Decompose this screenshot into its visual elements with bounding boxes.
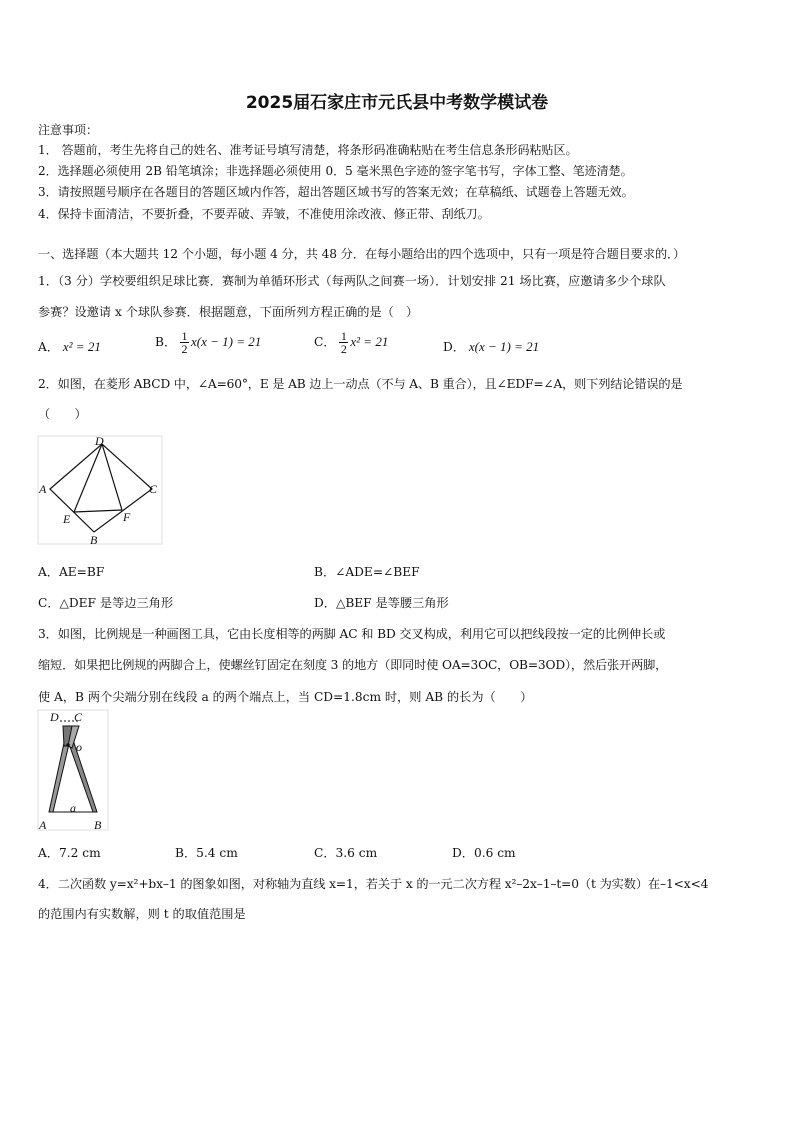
q3-line1: 3．如图，比例规是一种画图工具，它由长度相等的两脚 AC 和 BD 交叉构成，利用它可以把线段按一定的比例伸长或	[38, 627, 666, 641]
label-c: C	[149, 482, 158, 496]
segment-ef	[74, 510, 122, 512]
q3-option-c: C．3.6 cm	[314, 846, 378, 860]
q2-line2: （ ）	[38, 407, 87, 421]
q3-line2: 缩短．如果把比例规的两脚合上，使螺丝钉固定在刻度 3 的地方（即同时使 OA=3OC，OB=3OD），然后张开两脚，	[38, 658, 668, 672]
q3-option-d: D．0.6 cm	[452, 846, 516, 860]
note-item-3: 3．请按照题号顺序在各题目的答题区域内作答，超出答题区域书写的答案无效；在草稿纸、试题卷上答题无效。	[38, 185, 634, 199]
q4-line1: 4．二次函数 y=x²+bx–1 的图象如图，对称轴为直线 x=1，若关于 x 的一元二次方程 x²–2x–1–t=0（t 为实数）在–1<x<4	[38, 877, 709, 891]
compass-leg-ac	[49, 743, 69, 812]
q2-option-d: D．△BEF 是等腰三角形	[314, 596, 449, 610]
fraction-half: $\frac{1}{2}$	[181, 329, 188, 356]
label-f: F	[123, 510, 131, 524]
label-a: A	[39, 482, 47, 496]
label-b: B	[94, 818, 102, 832]
q1-option-b: B． $\frac{1}{2}$ x(x − 1) = 21	[155, 329, 262, 356]
q3-option-a: A．7.2 cm	[38, 846, 101, 860]
label-d: D	[50, 710, 59, 724]
section-heading: 一、选择题（本大题共 12 个小题，每小题 4 分，共 48 分．在每小题给出的四个选项中，只有一项是符合题目要求的．）	[38, 247, 686, 261]
segment-df	[102, 444, 122, 510]
pivot-screw	[66, 743, 70, 747]
q1-option-a: A． x² = 21	[38, 339, 101, 354]
note-item-1: 1． 答题前，考生先将自己的姓名、准考证号填写清楚，将条形码准确粘贴在考生信息条形码粘贴区。	[38, 143, 578, 157]
q1-option-d-expr: x(x − 1) = 21	[468, 339, 540, 354]
q1-line1: 1．（3 分）学校要组织足球比赛．赛制为单循环形式（每两队之间赛一场）．计划安排 21 场比赛，应邀请多少个球队	[38, 274, 666, 288]
q1-option-c: C． $\frac{1}{2}$ x² = 21	[314, 329, 389, 356]
q1-option-d: D． x(x − 1) = 21	[443, 339, 540, 354]
label-d: D	[95, 434, 104, 448]
notes-heading: 注意事项：	[38, 123, 99, 137]
q1-option-b-expr: x(x − 1) = 21	[191, 334, 262, 349]
note-item-4: 4．保持卡面清洁，不要折叠，不要弄破、弄皱，不准使用涂改液、修正带、刮纸刀。	[38, 207, 490, 221]
q2-option-b: B．∠ADE=∠BEF	[314, 565, 420, 579]
note-item-2: 2．选择题必须使用 2B 铅笔填涂；非选择题必须使用 0．5 毫米黑色字迹的签字笔书写，字体工整、笔迹清楚。	[38, 164, 633, 178]
rhombus-figure	[36, 434, 164, 546]
label-b: B	[90, 533, 98, 546]
label-c: C	[74, 710, 83, 724]
segment-de	[74, 444, 102, 512]
q4-line2: 的范围内有实数解，则 t 的取值范围是	[38, 907, 246, 921]
label-e: E	[63, 512, 71, 526]
q2-option-a: A．AE=BF	[38, 565, 105, 579]
q2-option-c: C．△DEF 是等边三角形	[38, 596, 174, 610]
label-seg-a: a	[70, 801, 76, 815]
q1-option-a-expr: x² = 21	[62, 339, 101, 354]
q1-option-c-expr: x² = 21	[350, 334, 389, 349]
q3-option-b: B．5.4 cm	[175, 846, 238, 860]
fraction-half: $\frac{1}{2}$	[340, 329, 347, 356]
q3-line3: 使 A，B 两个尖端分别在线段 a 的两个端点上，当 CD=1.8cm 时，则 AB 的长为（ ）	[38, 690, 533, 704]
proportional-compass-figure	[36, 708, 112, 834]
label-a: A	[39, 818, 47, 832]
label-o: o	[76, 740, 82, 754]
page-title: 2025届石家庄市元氏县中考数学模试卷	[245, 93, 549, 113]
q2-line1: 2．如图，在菱形 ABCD 中，∠A=60°，E 是 AB 边上一动点（不与 A、B 重合），且∠EDF=∠A，则下列结论错误的是	[38, 377, 683, 391]
q1-line2: 参赛？设邀请 x 个球队参赛．根据题意，下面所列方程正确的是（ ）	[38, 305, 419, 319]
